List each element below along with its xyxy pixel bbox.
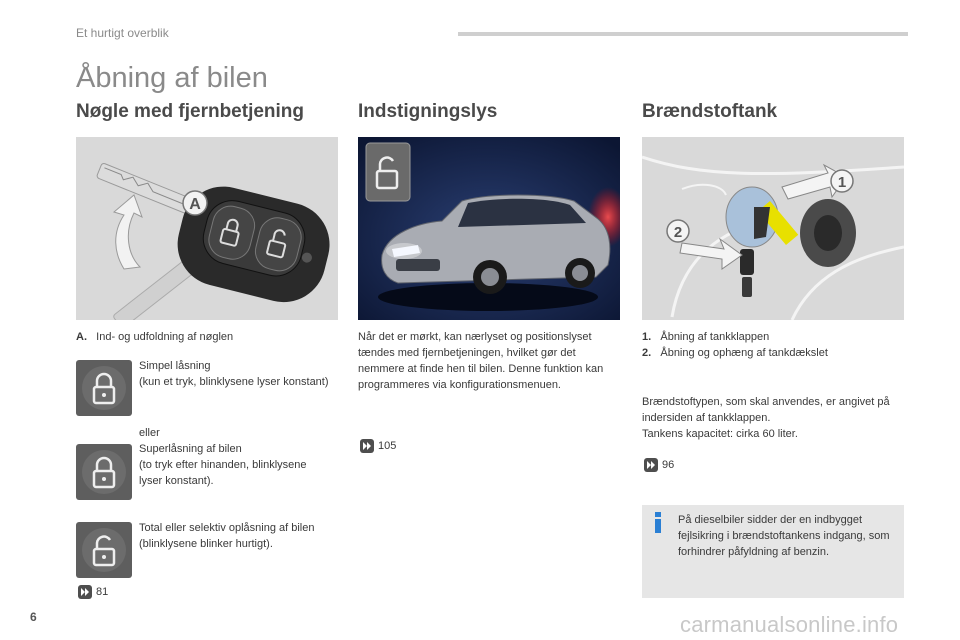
fuel-ref-number: 96 <box>662 459 675 471</box>
fuel-step-2 <box>642 345 904 361</box>
info-icon <box>652 512 664 534</box>
fuel-photo <box>642 137 904 320</box>
marker-2: 2 <box>673 224 683 241</box>
unlock-icon <box>76 522 132 578</box>
key-ref[interactable] <box>78 585 108 599</box>
key-photo <box>76 137 338 320</box>
section-title-key: Nøgle med fjernbetjening <box>76 101 305 122</box>
section-title-lights: Indstigningslys <box>358 101 498 122</box>
page-number: 6 <box>30 610 37 624</box>
key-caption-letter: A. <box>76 331 87 343</box>
page-ref-icon <box>78 585 92 599</box>
lights-ref[interactable] <box>360 439 396 453</box>
car-photo <box>358 137 620 320</box>
lock-icon-simple <box>76 360 132 416</box>
marker-1: 1 <box>837 174 847 191</box>
lights-ref-number: 105 <box>378 440 397 452</box>
fuel-step-1 <box>642 329 904 345</box>
lights-body: Når det er mørkt, kan nærlyset og positionslyset tændes med fjernbetjeningen, hvilket gør det nemmere at finde hen til bilen. Denne funktion kan programmeres via konfigurationsmenuen. <box>358 331 604 391</box>
lock-text-simple: Simpel låsning (kun et tryk, blinklysene lyser konstant) <box>139 360 329 388</box>
fuel-step-2-num: 2. <box>642 347 652 359</box>
fuel-step-1-text: Åbning af tankklappen <box>660 331 770 343</box>
lock-text-super: eller Superlåsning af bilen (to tryk efter hinanden, blinklysene lyser konstant). <box>139 427 307 487</box>
marker-a: A <box>189 196 201 213</box>
unlock-text: Total eller selektiv oplåsning af bilen (blinklysene blinker hurtigt). <box>139 522 315 550</box>
watermark: carmanualsonline.info <box>680 612 899 637</box>
fuel-body: Brændstoftypen, som skal anvendes, er angivet på indersiden af tankklappen. Tankens kapacitet: cirka 60 liter. <box>642 396 890 440</box>
key-caption-text: Ind- og udfoldning af nøglen <box>96 331 234 343</box>
fuel-steps <box>642 329 904 361</box>
info-box <box>642 505 904 598</box>
header-label: Et hurtigt overblik <box>76 26 169 40</box>
fuel-ref[interactable] <box>644 458 674 472</box>
header-rule <box>458 32 908 36</box>
key-ref-number: 81 <box>96 586 109 598</box>
page-ref-icon <box>644 458 658 472</box>
info-text: På dieselbiler sidder der en indbygget fejlsikring i brændstoftankens indgang, som forhindrer påfyldning af benzin. <box>678 514 890 558</box>
fuel-step-1-num: 1. <box>642 331 652 343</box>
fuel-step-2-text: Åbning og ophæng af tankdækslet <box>660 347 828 359</box>
key-caption <box>76 329 338 345</box>
lock-icon-super <box>76 444 132 500</box>
section-title-fuel: Brændstoftank <box>642 101 778 122</box>
page-title: Åbning af bilen <box>76 62 268 94</box>
page-ref-icon <box>360 439 374 453</box>
